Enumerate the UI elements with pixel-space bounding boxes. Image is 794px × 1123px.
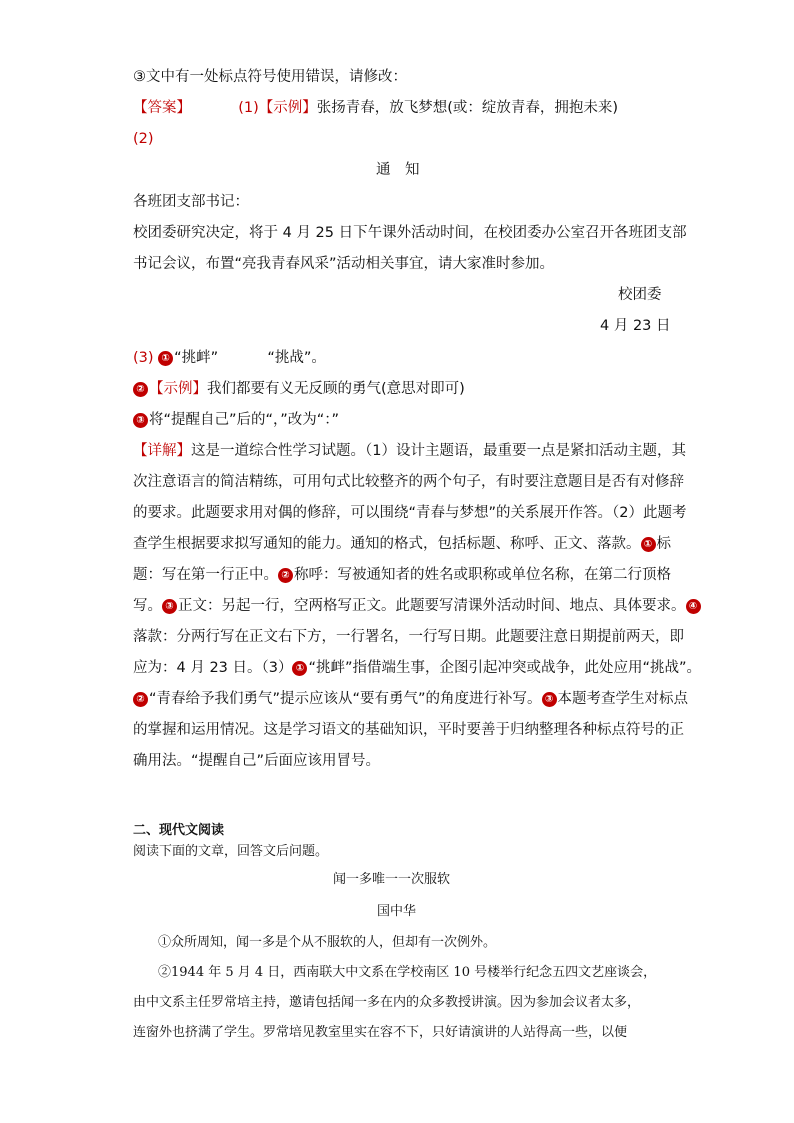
detail-text: 标	[656, 536, 671, 552]
answer-word-1: “挑衅”	[174, 350, 219, 366]
circled-number-3: ③	[542, 692, 557, 707]
section-heading: 二、现代文阅读	[133, 823, 225, 838]
circled-number-3: ③	[162, 599, 177, 614]
detail-line: 的掌握和运用情况。这是学习语文的基础知识，平时要善于归纳整理各种标点符号的正	[133, 722, 684, 738]
notice-title: 通 知	[376, 162, 420, 178]
detail-text: “挑衅”指借端生事，企图引起冲突或战争，此处应用“挑战”。	[308, 660, 702, 676]
detail-line: 次注意语言的简洁精练，可用句式比较整齐的两个句子，有时要注意题目是否有对修辞	[133, 474, 684, 490]
detail-line	[133, 596, 702, 616]
article-paragraph: ②1944 年 5 月 4 日，西南联大中文系在学校南区 10 号楼举行纪念五四文艺座谈会，	[158, 965, 657, 980]
circled-number-1: ①	[158, 351, 173, 366]
article-paragraph: 连窗外也挤满了学生。罗常培见教室里实在容不下，只好请演讲的人站得高一些，以便	[133, 1025, 628, 1040]
circled-number-3: ③	[133, 413, 148, 428]
circled-number-4: ④	[686, 599, 701, 614]
part2-number: (2)	[133, 131, 154, 147]
article-title: 闻一多唯一一次服软	[333, 872, 451, 887]
answer-word-2: “挑战”。	[267, 350, 326, 366]
part1-number: (1)	[238, 100, 259, 116]
detail-line: 确用法。“提醒自己”后面应该用冒号。	[133, 753, 381, 769]
detail-line: 的要求。此题要求用对偶的修辞，可以围绕“青春与梦想”的关系展开作答。（2）此题考	[133, 505, 687, 521]
circled-number-2: ②	[133, 382, 148, 397]
article-paragraph: ①众所周知，闻一多是个从不服软的人，但却有一次例外。	[158, 935, 497, 950]
answer-line	[133, 98, 618, 118]
part3-example-tag: 【示例】	[149, 381, 207, 397]
detail-line	[133, 658, 701, 678]
detail-text: 查学生根据要求拟写通知的能力。通知的格式，包括标题、称呼、正文、落款。	[133, 536, 641, 552]
part1-answer: 张扬青春，放飞梦想(或：绽放青春，拥抱未来)	[316, 100, 619, 116]
circled-number-1: ①	[292, 661, 307, 676]
detail-text: 正文：另起一行，空两格写正文。此题要写清课外活动时间、地点、具体要求。	[178, 598, 686, 614]
question-3-prompt: ③文中有一处标点符号使用错误，请修改：	[133, 69, 407, 85]
article-paragraph: 由中文系主任罗常培主持，邀请包括闻一多在内的众多教授讲演。因为参加会议者太多，	[133, 995, 641, 1010]
detail-line	[133, 689, 688, 709]
part3-line3	[133, 410, 339, 430]
part3-line2	[133, 379, 465, 399]
detail-text: 应为：4 月 23 日。（3）	[133, 660, 293, 676]
part3-fix: 将“提醒自己”后的“，”改为“：”	[149, 412, 340, 428]
notice-body-line: 书记会议，布置“亮我青春风采”活动相关事宜，请大家准时参加。	[133, 256, 555, 272]
notice-date: 4 月 23 日	[600, 318, 671, 334]
detail-line	[133, 565, 671, 585]
notice-body-line: 校团委研究决定，将于 4 月 25 日下午课外活动时间，在校团委办公室召开各班团支部	[133, 225, 687, 241]
circled-number-2: ②	[133, 692, 148, 707]
detail-line: 落款：分两行写在正文右下方，一行署名，一行写日期。此题要注意日期提前两天，即	[133, 629, 684, 645]
detail-text: 写。	[133, 598, 162, 614]
detail-tag: 【详解】	[133, 443, 191, 459]
circled-number-1: ①	[641, 537, 656, 552]
part3-number: (3)	[133, 350, 154, 366]
part1-example-tag: 【示例】	[258, 100, 317, 116]
detail-text: 这是一道综合性学习试题。（1）设计主题语，最重要一点是紧扣活动主题，其	[191, 443, 686, 459]
detail-text: “青春给予我们勇气”提示应该从“要有勇气”的角度进行补写。	[149, 691, 542, 707]
part3-line1	[133, 348, 326, 368]
notice-greeting: 各班团支部书记：	[133, 194, 249, 210]
part3-example: 我们都要有义无反顾的勇气(意思对即可)	[207, 381, 465, 397]
section-instruction: 阅读下面的文章，回答文后问题。	[133, 844, 329, 859]
detail-line	[133, 441, 686, 461]
detail-line	[133, 534, 671, 554]
circled-number-2: ②	[278, 568, 293, 583]
answer-tag: 【答案】	[133, 100, 191, 116]
detail-text: 题：写在第一行正中。	[133, 567, 278, 583]
detail-text: 称呼：写被通知者的姓名或职称或单位名称，在第二行顶格	[294, 567, 671, 583]
detail-text: 本题考查学生对标点	[557, 691, 689, 707]
notice-signature: 校团委	[618, 287, 662, 303]
article-author: 国中华	[377, 904, 417, 919]
